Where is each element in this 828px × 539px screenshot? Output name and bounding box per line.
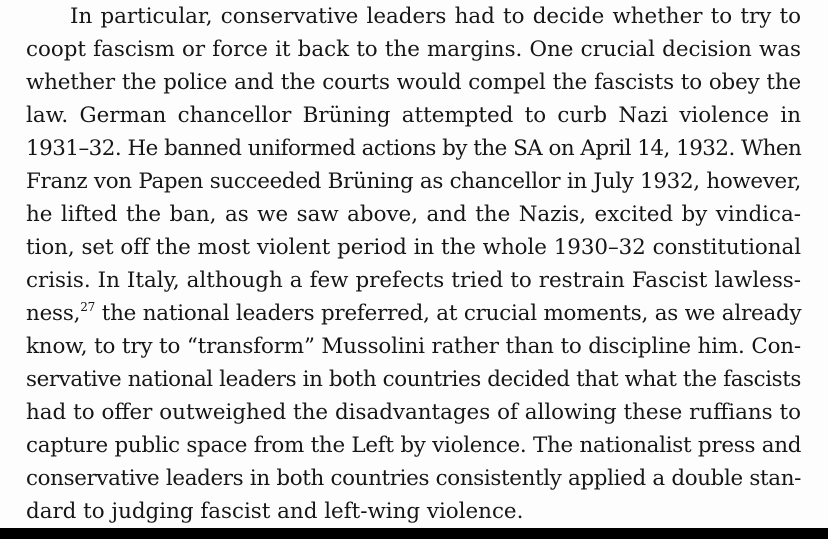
text-line: crisis. In Italy, although a few prefects tried to restrain Fascist lawless- [26, 268, 801, 293]
body-paragraph [26, 0, 801, 528]
text-line: dard to judging fascist and left-wing violence. [26, 499, 524, 524]
text-line: he lifted the ban, as we saw above, and the Nazis, excited by vindica- [26, 202, 801, 227]
footnote-reference[interactable]: 27 [80, 300, 96, 314]
text-line: capture public space from the Left by violence. The nationalist press and [26, 433, 802, 458]
text-line: Franz von Papen succeeded Brüning as chancellor in July 1932, however, [26, 169, 801, 194]
text-line: conservative leaders in both countries consistently applied a double stan- [26, 466, 801, 491]
text-line: law. German chancellor Brüning attempted to curb Nazi violence in [26, 103, 801, 128]
text-line: know, to try to “transform” Mussolini rather than to discipline him. Con- [26, 334, 801, 359]
text-line: In particular, conservative leaders had to decide whether to try to [70, 4, 801, 29]
line-lead-text: ness, [26, 301, 81, 326]
text-line: whether the police and the courts would compel the fascists to obey the [26, 70, 801, 95]
text-line: had to offer outweighed the disadvantages of allowing these ruffians to [26, 400, 801, 425]
text-line: coopt fascism or force it back to the margins. One crucial decision was [26, 37, 801, 62]
line-rest-text: the national leaders preferred, at crucial moments, as we already [101, 301, 802, 326]
text-line: 1931–32. He banned uniformed actions by the SA on April 14, 1932. When [26, 136, 802, 161]
text-line: tion, set off the most violent period in the whole 1930–32 constitutional [26, 235, 801, 260]
text-line: servative national leaders in both countries decided that what the fascists [26, 367, 801, 392]
text-line-with-footnote [26, 297, 801, 330]
bottom-border [0, 528, 828, 539]
